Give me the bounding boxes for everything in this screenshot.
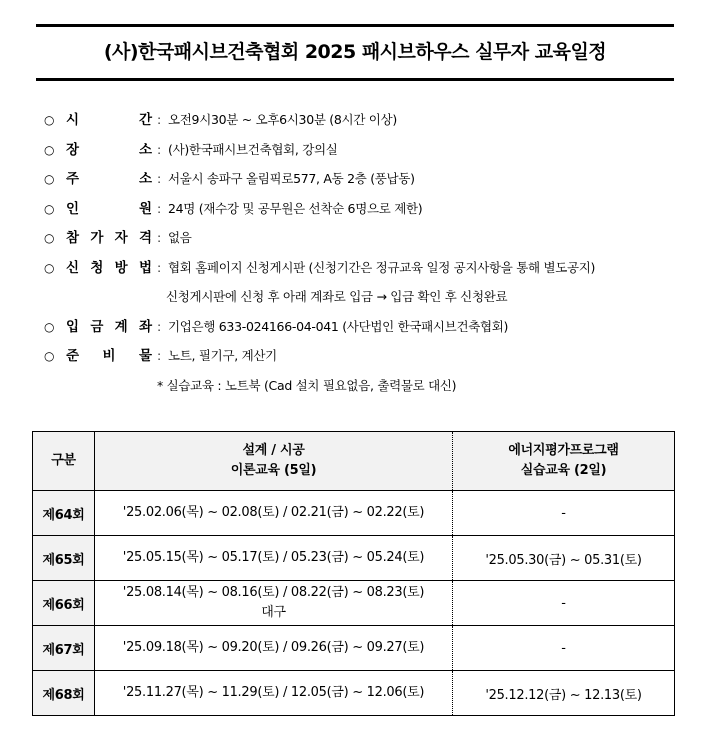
info-label-place: 장 소 (66, 141, 152, 158)
document-title: (사)한국패시브건축협회 2025 패시브하우스 실무자 교육일정 (103, 41, 607, 63)
schedule-table (32, 431, 675, 716)
info-value-supplies: 노트, 필기구, 계산기 (168, 348, 277, 363)
circle-bullet-icon: ○ (44, 142, 55, 157)
info-item-supplies (44, 344, 684, 374)
info-label-address: 주 소 (66, 171, 152, 187)
cell-practice: '25.05.30(금) ~ 05.31(토) (453, 536, 675, 581)
info-item-application (44, 256, 684, 286)
info-value-eligibility: 없음 (168, 230, 192, 245)
colon: : (157, 348, 162, 363)
cell-practice: '25.12.12(금) ~ 12.13(토) (453, 671, 675, 716)
cell-theory: '25.08.14(목) ~ 08.16(토) / 08.22(금) ~ 08.23(토) 대구 (95, 581, 453, 626)
info-label-capacity: 인 원 (66, 200, 152, 217)
info-item-address (44, 167, 684, 197)
info-label-bank-account: 입 금 계 좌 (66, 318, 152, 335)
colon: : (157, 259, 162, 275)
cell-theory: '25.02.06(목) ~ 02.08(토) / 02.21(금) ~ 02.22(토) (95, 491, 453, 536)
circle-bullet-icon: ○ (44, 201, 55, 216)
info-item-eligibility (44, 226, 684, 256)
table-row (33, 671, 675, 716)
colon: : (157, 112, 162, 127)
circle-bullet-icon: ○ (44, 260, 55, 275)
colon: : (157, 318, 162, 334)
header-practice: 에너지평가프로그램 실습교육 (2일) (453, 432, 675, 491)
cell-round: 제67회 (33, 626, 95, 671)
info-value-address: 서울시 송파구 올림픽로577, A동 2층 (풍납동) (168, 171, 415, 186)
cell-practice: - (453, 491, 675, 536)
info-value-application: 협회 홈페이지 신청게시판 (신청기간은 정규교육 일정 공지사항을 통해 별도공지) (168, 259, 596, 275)
table-row (33, 581, 675, 626)
table-header-row (33, 432, 675, 491)
colon: : (157, 230, 162, 245)
info-value-bank-account: 기업은행 633-024166-04-041 (사단법인 한국패시브건축협회) (168, 318, 509, 334)
info-item-time (44, 108, 684, 138)
colon: : (157, 141, 162, 157)
info-value-application-continuation: 신청게시판에 신청 후 아래 계좌로 입금 → 입금 확인 후 신청완료 (166, 289, 508, 304)
cell-theory: '25.05.15(목) ~ 05.17(토) / 05.23(금) ~ 05.24(토) (95, 536, 453, 581)
circle-bullet-icon: ○ (44, 319, 55, 334)
table-row (33, 536, 675, 581)
cell-theory-note: 대구 (261, 605, 286, 620)
cell-round: 제66회 (33, 581, 95, 626)
cell-theory: '25.09.18(목) ~ 09.20(토) / 09.26(금) ~ 09.27(토) (95, 626, 453, 671)
info-label-supplies: 준 비 물 (66, 348, 152, 364)
title-top-rule (36, 24, 674, 27)
circle-bullet-icon: ○ (44, 172, 55, 186)
title-bottom-rule (36, 78, 674, 81)
cell-theory: '25.11.27(목) ~ 11.29(토) / 12.05(금) ~ 12.06(토) (95, 671, 453, 716)
info-list (44, 108, 684, 403)
cell-round: 제64회 (33, 491, 95, 536)
info-value-capacity: 24명 (재수강 및 공무원은 선착순 6명으로 제한) (168, 200, 423, 216)
circle-bullet-icon: ○ (44, 113, 55, 127)
info-item-supplies-note (44, 374, 684, 404)
header-theory: 설계 / 시공 이론교육 (5일) (95, 432, 453, 491)
cell-round: 제68회 (33, 671, 95, 716)
circle-bullet-icon: ○ (44, 231, 55, 245)
info-item-application-continuation (44, 285, 684, 315)
table-row (33, 491, 675, 536)
info-item-bank-account (44, 315, 684, 345)
info-label-eligibility: 참 가 자 격 (66, 230, 152, 246)
info-value-time: 오전9시30분 ~ 오후6시30분 (8시간 이상) (168, 112, 397, 127)
info-label-application: 신 청 방 법 (66, 259, 152, 276)
info-item-capacity (44, 197, 684, 227)
table-row (33, 626, 675, 671)
colon: : (157, 200, 162, 216)
cell-practice: - (453, 581, 675, 626)
colon: : (157, 171, 162, 186)
info-note-supplies: * 실습교육 : 노트북 (Cad 설치 필요없음, 출력물로 대신) (157, 377, 457, 393)
info-label-time: 시 간 (66, 112, 152, 128)
header-round: 구분 (33, 432, 95, 491)
cell-round: 제65회 (33, 536, 95, 581)
circle-bullet-icon: ○ (44, 349, 55, 363)
cell-practice: - (453, 626, 675, 671)
info-item-place (44, 138, 684, 168)
info-value-place: (사)한국패시브건축협회, 강의실 (168, 141, 338, 157)
